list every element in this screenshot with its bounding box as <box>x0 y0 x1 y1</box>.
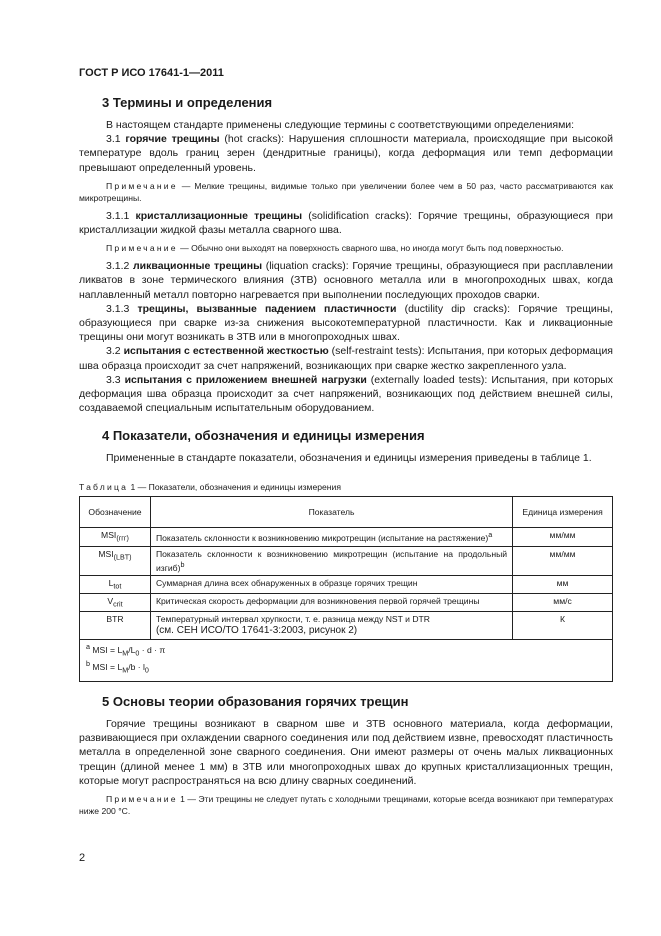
section-3-title: 3 Термины и определения <box>102 95 273 110</box>
formula-subscript: 0 <box>135 649 140 658</box>
table-label: Таблица <box>79 481 129 492</box>
footnote-ref: а <box>488 530 493 539</box>
cell-unit: мм/с <box>513 594 613 612</box>
cell-indicator <box>150 546 512 576</box>
footnote-mark: a <box>86 642 90 651</box>
symbol: V <box>107 596 114 607</box>
cell-symbol <box>80 527 151 546</box>
section-5-title: 5 Основы теории образования горячих трещин <box>102 693 409 709</box>
note-label: Примечание <box>106 243 178 254</box>
table-row <box>80 576 613 594</box>
section-3-intro: В настоящем стандарте применены следующие термины с соответствующими определениями: <box>106 119 575 131</box>
header-symbol: Обозначение <box>80 496 151 527</box>
cell-symbol <box>80 546 151 576</box>
note-3-1 <box>79 180 613 204</box>
cell-unit: К <box>513 611 613 639</box>
term-definition: (hot cracks): Нарушения сплошности материала, происходящие при высокой температуре вдоль границ зерен (дендритные границы), когда деформация или темп деформации превышают определенный уровень. <box>79 133 613 174</box>
term-number: 3.1.2 <box>106 260 134 273</box>
footnote-b <box>86 659 606 677</box>
term-3-1-2 <box>79 259 613 302</box>
term-name: испытания с приложением внешней нагрузки <box>124 373 367 386</box>
term-name: испытания с естественной жесткостью <box>123 345 329 358</box>
table-header-row <box>80 496 613 527</box>
note-text: 1 — Эти трещины не следует путать с холодными трещинами, которые всегда возникают при температурах ниже 200 °С. <box>79 793 613 816</box>
term-name: горячие трещины <box>125 133 220 146</box>
formula-subscript: M <box>122 666 129 675</box>
section-4-title: 4 Показатели, обозначения и единицы измерения <box>102 428 425 444</box>
symbol-subscript: (ггг) <box>116 534 129 543</box>
term-definition: (liquation cracks): Горячие трещины, образующиеся при расплавлении ликватов в зоне термического влияния (ЗТВ) основного металла или в многопроходных швах, когда наплавленный металл повторно нагревается при выполнении последующих проходов сварки. <box>79 260 613 301</box>
term-3-1-1 <box>79 209 613 237</box>
term-definition: (ductility dip cracks): Горячие трещины, образующиеся при сварке из-за снижения высокотемпературной пластичности. Как и ликвационные трещины они могут возникать в ЗТВ или в многопроходных швах. <box>79 302 613 344</box>
cell-symbol: BTR <box>80 611 151 639</box>
footnote-a <box>86 642 606 660</box>
table-row <box>80 527 613 546</box>
symbol-subscript: crit <box>113 600 123 609</box>
term-number: 3.1.3 <box>106 302 138 315</box>
note-text: — Обычно они выходят на поверхность сварного шва, но иногда могут быть под поверхностью. <box>177 243 564 254</box>
symbol-subscript: (LBT) <box>113 553 132 562</box>
header-indicator: Показатель <box>150 496 512 527</box>
symbol: L <box>108 578 114 589</box>
document-id: ГОСТ Р ИСО 17641-1—2011 <box>79 67 224 79</box>
term-3-3 <box>79 373 613 416</box>
term-number: 3.1 <box>106 133 126 146</box>
term-definition: (externally loaded tests): Испытания, при которых деформация шва образца происходит за счет напряжений, возникающих под действием внешней силы, создаваемой специальным испытательным оборудованием. <box>79 373 614 415</box>
symbol: MSI <box>101 529 117 540</box>
cell-symbol <box>80 594 151 612</box>
cell-unit: мм/мм <box>513 546 613 576</box>
term-number: 3.2 <box>106 345 124 358</box>
table-row <box>80 594 613 612</box>
term-3-2 <box>79 344 613 372</box>
cell-symbol <box>80 576 151 594</box>
page-content <box>79 95 613 817</box>
term-number: 3.3 <box>106 373 125 386</box>
header-unit: Единица измерения <box>513 496 613 527</box>
cell-indicator <box>150 611 512 639</box>
table-footnotes <box>80 639 613 681</box>
table-row <box>80 611 613 639</box>
section-5-note <box>79 793 613 817</box>
term-definition: (solidification cracks): Горячие трещины, образующиеся при кристаллизации жидкой фазы металла сварного шва. <box>79 209 613 237</box>
note-label: Примечание <box>106 180 178 191</box>
indicator-reference: (см. СЕН ИСО/ТО 17641-3:2003, рисунок 2) <box>155 624 358 636</box>
table-caption-text: 1 — Показатели, обозначения и единицы измерения <box>128 481 342 492</box>
formula-part: /L <box>128 644 136 655</box>
table-row <box>80 546 613 576</box>
page-number: 2 <box>79 852 86 864</box>
term-name: ликвационные трещины <box>133 260 263 273</box>
note-label: Примечание <box>106 793 178 804</box>
term-number: 3.1.1 <box>106 209 136 222</box>
footnote-ref: b <box>180 560 185 569</box>
cell-indicator: Критическая скорость деформации для возникновения первой горячей трещины <box>150 594 512 612</box>
cell-indicator <box>150 527 512 546</box>
term-3-1-3 <box>79 302 613 345</box>
formula-subscript: M <box>122 649 129 658</box>
cell-unit: мм <box>513 576 613 594</box>
note-3-1-1 <box>79 242 613 254</box>
term-definition: (self-restraint tests): Испытания, при которых деформация шва образца происходит за счет напряжений, возникающих при сварке жестко закрепленного узла. <box>79 345 613 372</box>
term-3-1 <box>79 132 613 175</box>
term-name: трещины, вызванные падением пластичности <box>137 302 397 315</box>
indicator-text: Показатель склонности к возникновению микротрещин (испытание на растяжение) <box>155 532 489 543</box>
formula-part: MSI = L <box>89 644 123 655</box>
indicator-text: Показатель склонности к возникновению микротрещин (испытание на продольный изгиб) <box>155 548 508 573</box>
section-5-paragraph: Горячие трещины возникают в сварном шве и ЗТВ основного материала, когда деформации, развивающиеся при охлаждении сварного соединения или под действием извне, превосходят пластичность металла в определенной зоне сварного соединения. Они имеют размеры от очень малых ликвационных трещин (длиной менее 1 мм) в ЗТВ или многопроходных швах до крупных кристаллизационных трещин, которые могут распространяться на всю длину сварных соединений. <box>79 717 613 787</box>
symbol: MSI <box>98 548 114 559</box>
table-caption <box>79 482 613 492</box>
indicator-text: Температурный интервал хрупкости, т. е. разница между NST и DTR <box>155 613 430 624</box>
formula-part: MSI = L <box>89 662 123 673</box>
cell-unit: мм/мм <box>513 527 613 546</box>
section-4-intro: Примененные в стандарте показатели, обозначения и единицы измерения приведены в таблице 1. <box>106 452 592 465</box>
indicators-table <box>79 496 613 682</box>
table-footnotes-row <box>80 639 613 681</box>
note-text: — Мелкие трещины, видимые только при увеличении более чем в 50 раз, часто рассматриваются как микротрещины. <box>79 180 613 203</box>
cell-indicator: Суммарная длина всех обнаруженных в образце горячих трещин <box>150 576 512 594</box>
formula-part: · d · π <box>139 644 166 655</box>
footnote-mark: b <box>86 660 90 669</box>
formula-subscript: 0 <box>144 666 149 675</box>
formula-part: /b · l <box>128 662 145 673</box>
term-name: кристаллизационные трещины <box>135 209 303 222</box>
symbol-subscript: tot <box>113 583 122 592</box>
